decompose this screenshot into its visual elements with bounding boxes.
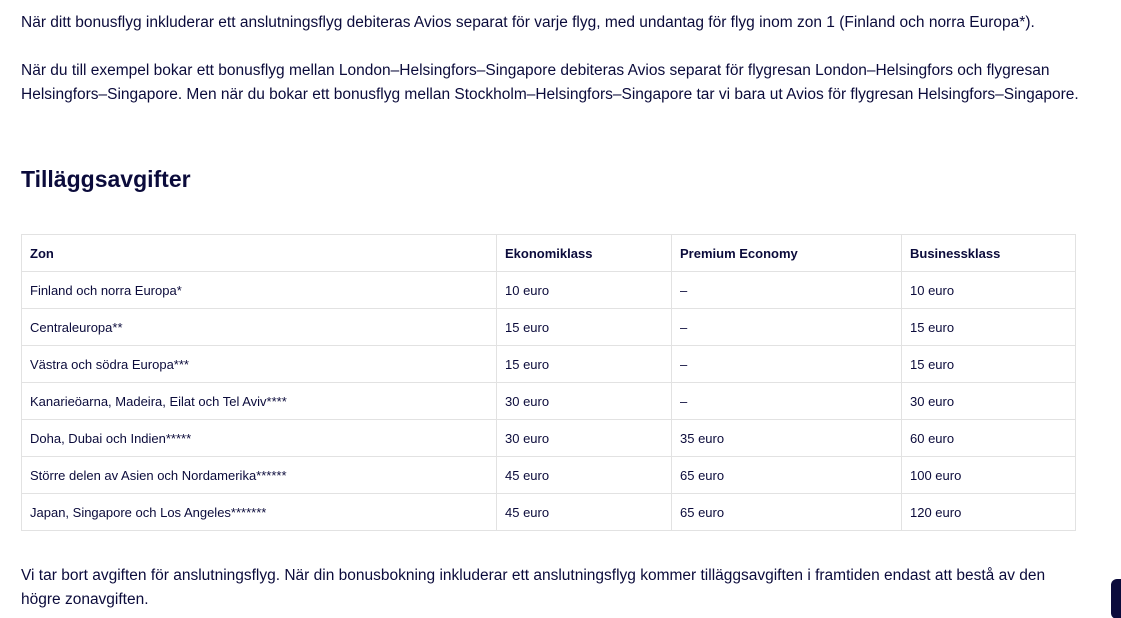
table-row: [22, 346, 1076, 383]
cell-premium-economy: –: [672, 309, 902, 346]
cell-premium-economy: 65 euro: [672, 494, 902, 531]
cell-zone: Japan, Singapore och Los Angeles*******: [22, 494, 497, 531]
fees-table: [21, 234, 1076, 531]
table-row: [22, 420, 1076, 457]
cell-businessklass: 15 euro: [902, 309, 1076, 346]
cell-ekonomiklass: 15 euro: [497, 346, 672, 383]
cell-zone: Större delen av Asien och Nordamerika******: [22, 457, 497, 494]
connection-fee-paragraph: Vi tar bort avgiften för anslutningsflyg. När din bonusbokning inkluderar ett anslutningsflyg kommer tilläggsavgiften i framtiden endast att bestå av den högre zonavgiften.: [21, 567, 1046, 608]
section-heading: Tilläggsavgifter: [21, 166, 191, 192]
example-paragraph: När du till exempel bokar ett bonusflyg mellan London–Helsingfors–Singapore debiteras Avios separat för flygresan London–Helsingfors och flygresan Helsingfors–Singapore. Men när du bokar ett bonusflyg mellan Stockholm–Helsingfors–Singapore tar vi bara ut Avios för flygresan Helsingfors–Singapore.: [21, 62, 1079, 103]
cell-businessklass: 15 euro: [902, 346, 1076, 383]
column-header-premium-economy: Premium Economy: [672, 235, 902, 272]
cell-businessklass: 120 euro: [902, 494, 1076, 531]
table-row: [22, 272, 1076, 309]
cell-ekonomiklass: 10 euro: [497, 272, 672, 309]
feedback-side-tab[interactable]: [1111, 579, 1121, 618]
cell-businessklass: 10 euro: [902, 272, 1076, 309]
table-row: [22, 309, 1076, 346]
table-row: [22, 494, 1076, 531]
cell-ekonomiklass: 15 euro: [497, 309, 672, 346]
cell-ekonomiklass: 45 euro: [497, 457, 672, 494]
table-row: [22, 457, 1076, 494]
cell-premium-economy: –: [672, 272, 902, 309]
cell-premium-economy: 65 euro: [672, 457, 902, 494]
cell-ekonomiklass: 30 euro: [497, 420, 672, 457]
cell-zone: Centraleuropa**: [22, 309, 497, 346]
cell-businessklass: 60 euro: [902, 420, 1076, 457]
column-header-ekonomiklass: Ekonomiklass: [497, 235, 672, 272]
cell-businessklass: 30 euro: [902, 383, 1076, 420]
table-header-row: [22, 235, 1076, 272]
cell-zone: Kanarieöarna, Madeira, Eilat och Tel Aviv****: [22, 383, 497, 420]
cell-zone: Finland och norra Europa*: [22, 272, 497, 309]
cell-ekonomiklass: 45 euro: [497, 494, 672, 531]
column-header-zon: Zon: [22, 235, 497, 272]
cell-zone: Västra och södra Europa***: [22, 346, 497, 383]
cell-premium-economy: 35 euro: [672, 420, 902, 457]
cell-businessklass: 100 euro: [902, 457, 1076, 494]
cell-zone: Doha, Dubai och Indien*****: [22, 420, 497, 457]
cell-premium-economy: –: [672, 383, 902, 420]
cell-premium-economy: –: [672, 346, 902, 383]
cell-ekonomiklass: 30 euro: [497, 383, 672, 420]
table-row: [22, 383, 1076, 420]
column-header-businessklass: Businessklass: [902, 235, 1076, 272]
intro-paragraph: När ditt bonusflyg inkluderar ett anslutningsflyg debiteras Avios separat för varje flyg, med undantag för flyg inom zon 1 (Finland och norra Europa*).: [21, 14, 1035, 31]
